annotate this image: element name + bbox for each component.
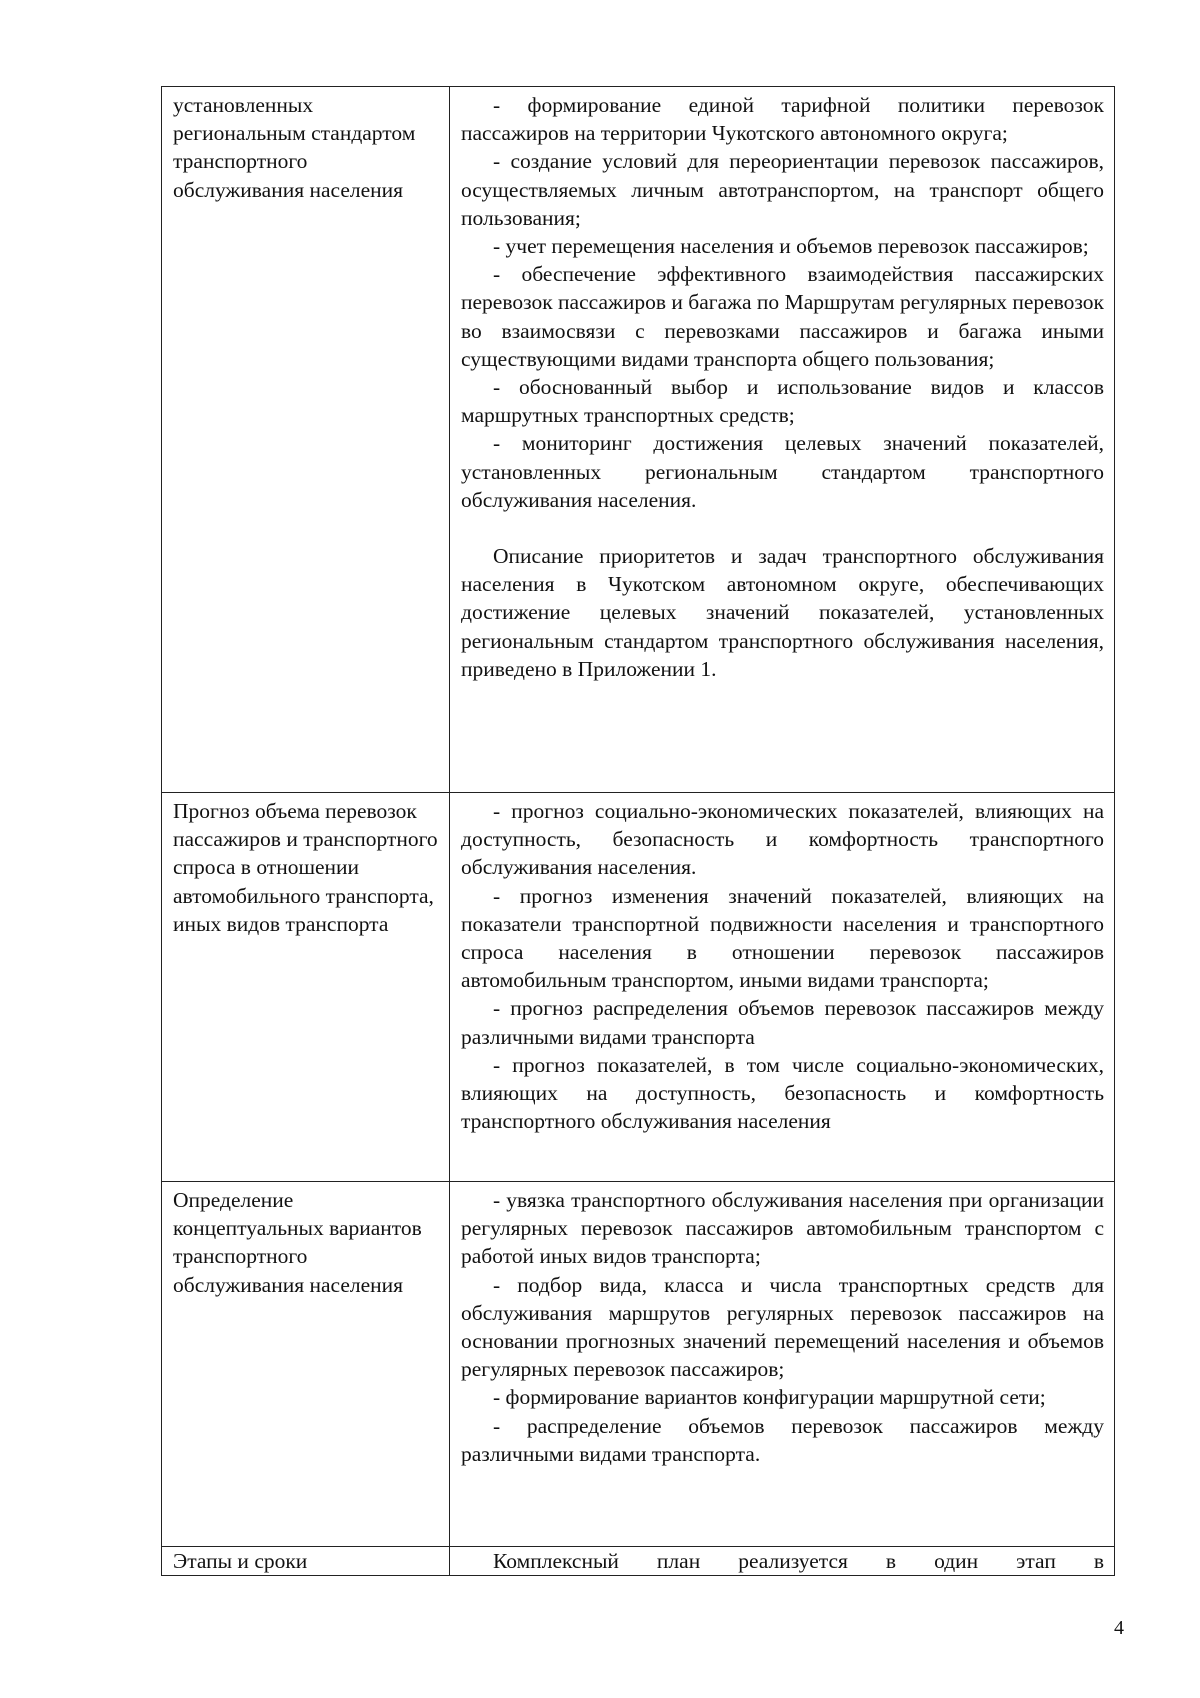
list-item: - формирование единой тарифной политики перевозок пассажиров на территории Чукотского автономного округа; xyxy=(461,93,1104,146)
table-row xyxy=(162,87,1115,793)
table-cell-left xyxy=(162,1182,450,1547)
table-cell-right xyxy=(450,793,1115,1182)
row-content xyxy=(450,1547,1114,1575)
table-cell-left xyxy=(162,87,450,793)
row-heading: Прогноз объема перевозок пассажиров и транспортного спроса в отношении автомобильного транспорта, иных видов транспорта xyxy=(173,799,438,936)
description-paragraph: Описание приоритетов и задач транспортного обслуживания населения в Чукотском автономном округе, обеспечивающих достижение целевых значений показателей, установленных региональным стандартом транспортного обслуживания населения, приведено в Приложении 1. xyxy=(461,544,1104,681)
page-number: 4 xyxy=(1114,1617,1124,1639)
list-item: - распределение объемов перевозок пассажиров между различными видами транспорта. xyxy=(461,1413,1104,1466)
list-item: - мониторинг достижения целевых значений показателей, установленных региональным стандартом транспортного обслуживания населения. xyxy=(461,431,1104,512)
table-row xyxy=(162,1182,1115,1547)
table-cell-left xyxy=(162,793,450,1182)
list-item: - прогноз распределения объемов перевозок пассажиров между различными видами транспорта xyxy=(461,996,1104,1049)
list-item: - увязка транспортного обслуживания населения при организации регулярных перевозок пассажиров автомобильным транспортом с работой иных видов транспорта; xyxy=(461,1188,1104,1269)
row-content xyxy=(450,793,1114,1135)
list-item: - создание условий для переориентации перевозок пассажиров, осуществляемых личным автотранспортом, на транспорт общего пользования; xyxy=(461,149,1104,230)
table-cell-right xyxy=(450,87,1115,793)
table-row xyxy=(162,1547,1115,1576)
list-item: - формирование вариантов конфигурации маршрутной сети; xyxy=(493,1385,1046,1410)
list-item: - учет перемещения населения и объемов перевозок пассажиров; xyxy=(493,234,1089,259)
list-item: - прогноз показателей, в том числе социально-экономических, влияющих на доступность, безопасность и комфортность транспортного обслуживания населения xyxy=(461,1052,1104,1134)
row-content xyxy=(450,1182,1114,1468)
list-item: - обеспечение эффективного взаимодействия пассажирских перевозок пассажиров и багажа по Маршрутам регулярных перевозок во взаимосвязи с перевозками пассажиров и багажа иными существующими видами транспорта общего пользования; xyxy=(461,262,1104,371)
list-item: - подбор вида, класса и числа транспортных средств для обслуживания маршрутов регулярных перевозок пассажиров на основании прогнозных значений перемещений населения и объемов регулярных перевозок пассажиров; xyxy=(461,1272,1104,1382)
row-heading: Этапы и сроки xyxy=(173,1549,308,1573)
list-item: - прогноз изменения значений показателей, влияющих на показатели транспортной подвижности населения и транспортного спроса населения в отношении перевозок пассажиров автомобильным транспортом, иными видами транспорта; xyxy=(461,883,1104,993)
row-content xyxy=(450,87,1114,683)
list-item: - обоснованный выбор и использование видов и классов маршрутных транспортных средств; xyxy=(461,375,1104,428)
table-cell-right xyxy=(450,1547,1115,1576)
table-row xyxy=(162,793,1115,1182)
table-cell-right xyxy=(450,1182,1115,1547)
row-heading: установленных региональным стандартом транспортного обслуживания населения xyxy=(173,93,416,202)
document-table xyxy=(161,86,1115,1576)
row-heading: Определение концептуальных вариантов транспортного обслуживания населения xyxy=(173,1188,422,1297)
list-item: - прогноз социально-экономических показателей, влияющих на доступность, безопасность и комфортность транспортного обслуживания населения. xyxy=(461,799,1104,880)
paragraph-gap xyxy=(461,514,1104,542)
list-item: Комплексный план реализуется в один этап в xyxy=(493,1549,1104,1573)
table-cell-left xyxy=(162,1547,450,1576)
